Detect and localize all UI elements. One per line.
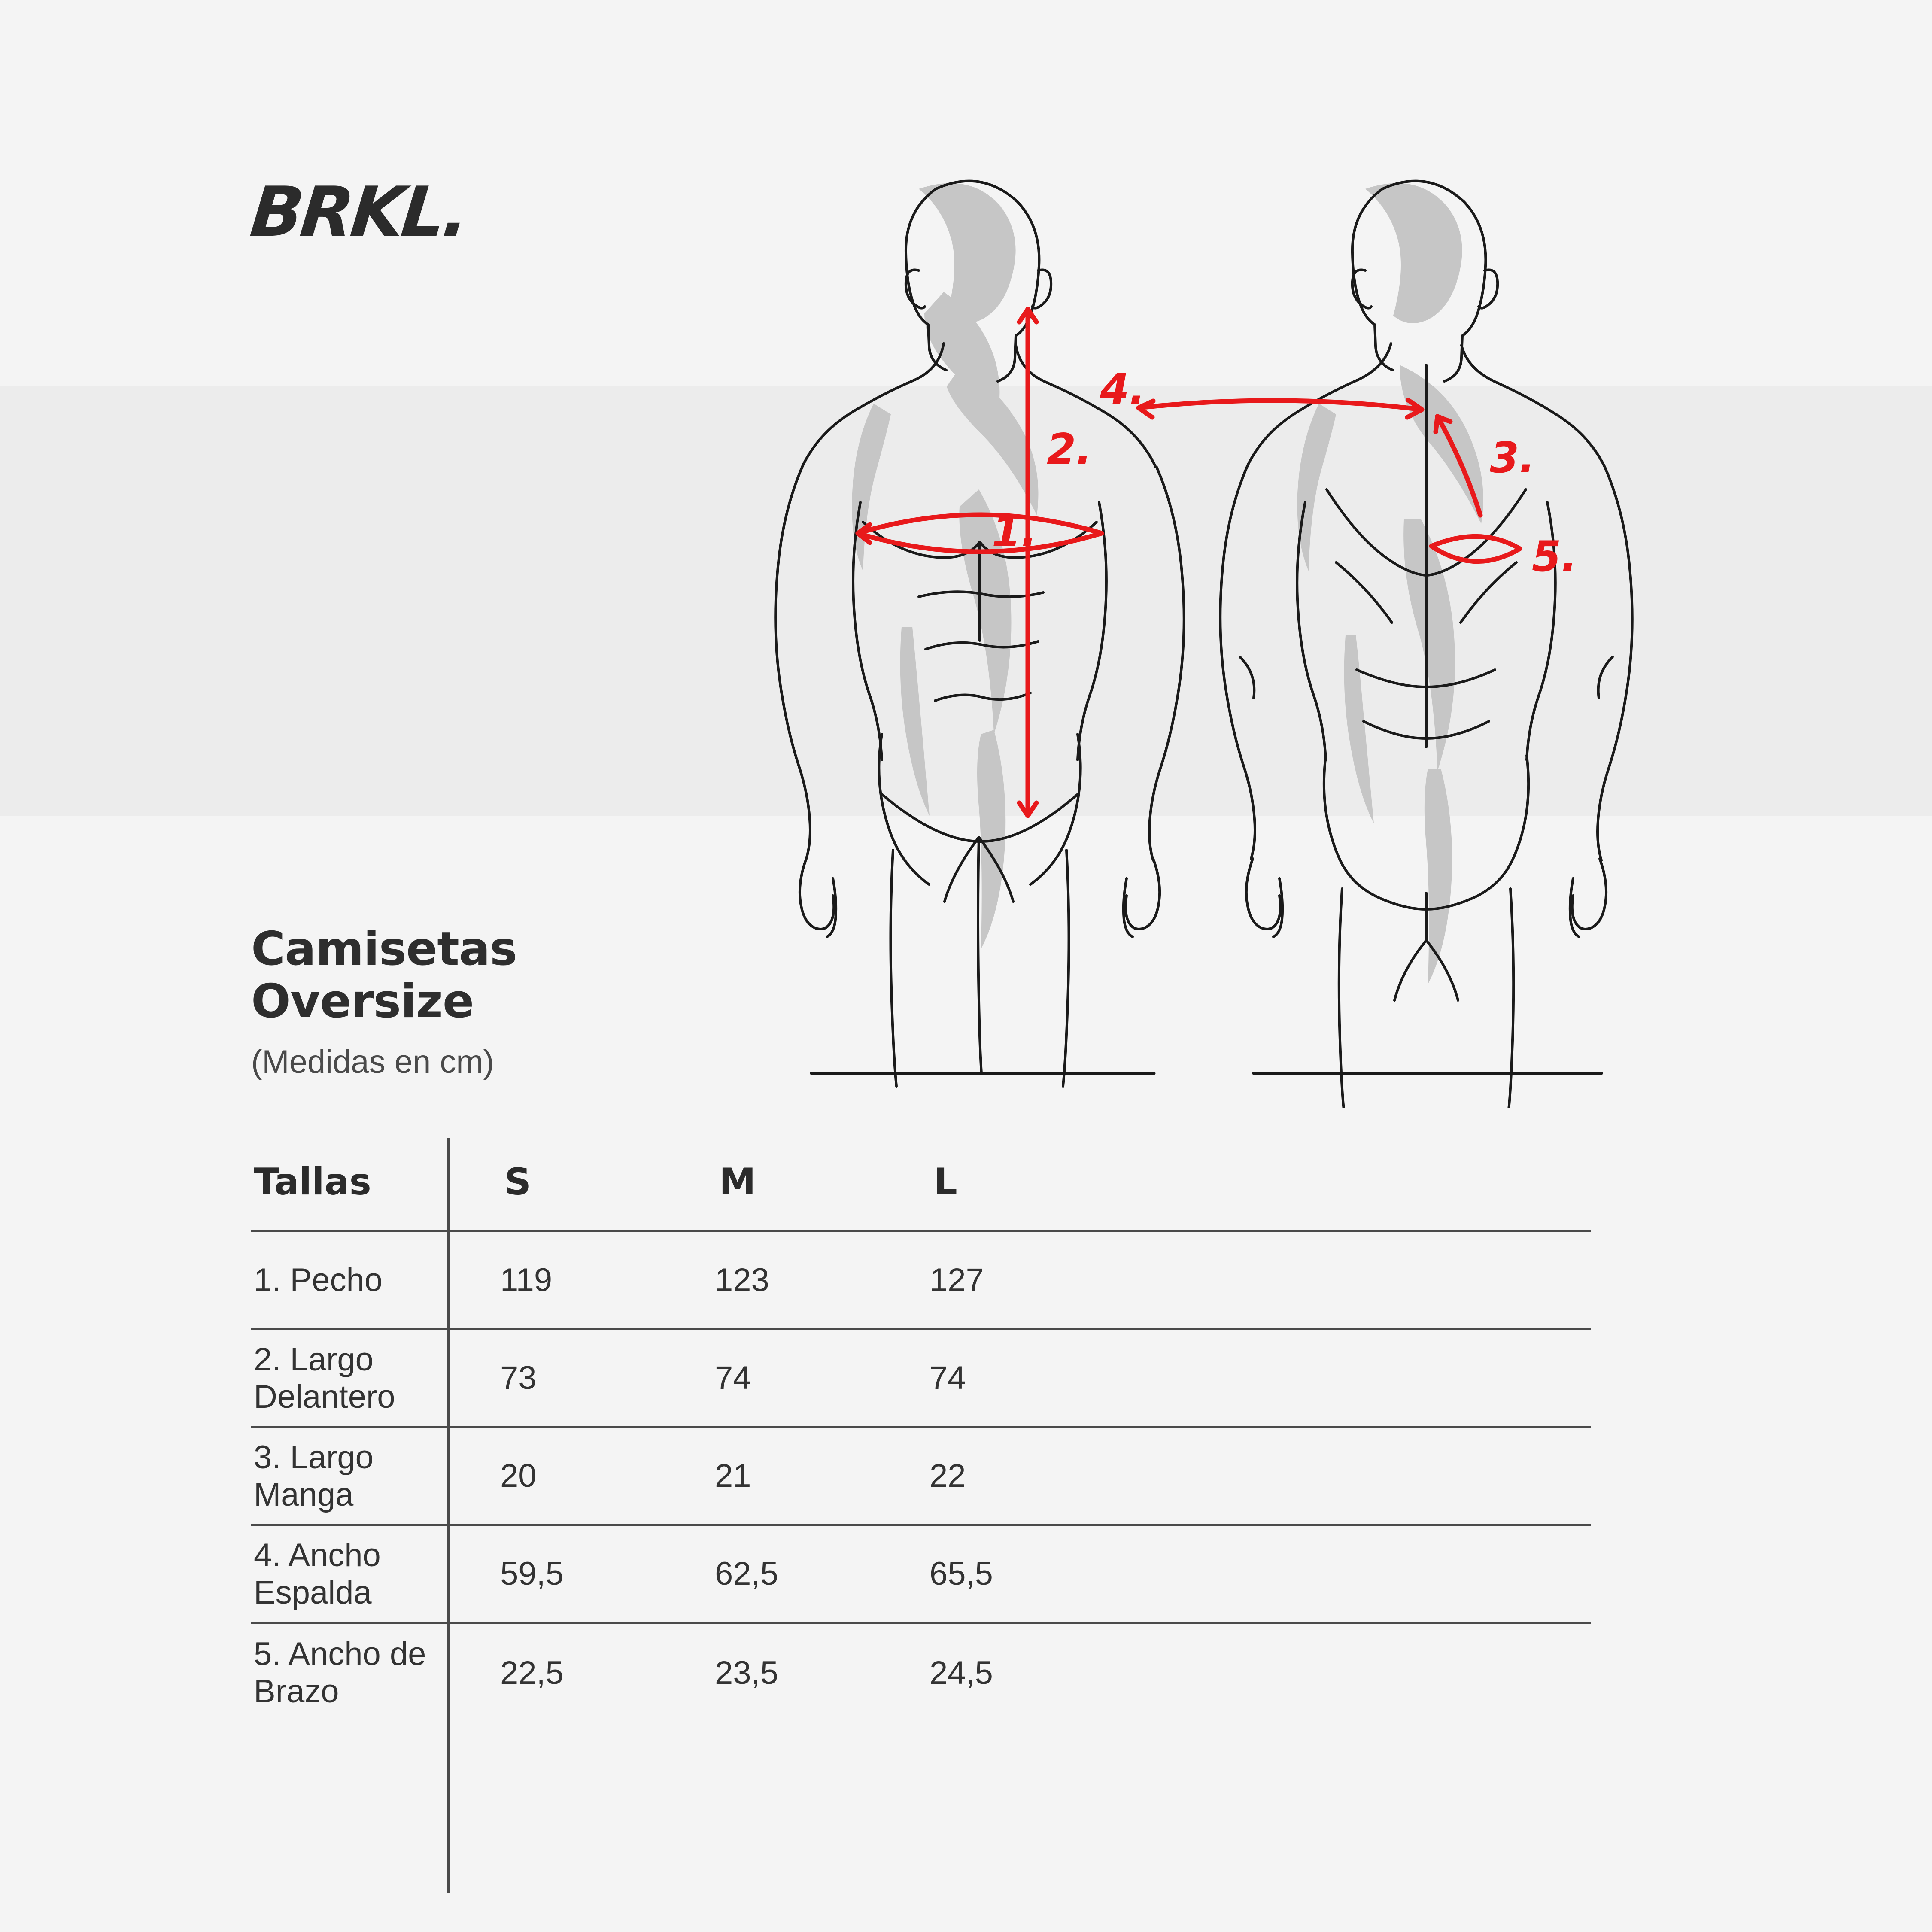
callout-5: 5. [1532,532,1577,581]
table-header-row [251,1133,1591,1232]
callout-1: 1. [992,507,1037,556]
measurement-diagram [678,163,1709,1108]
callout-2: 2. [1047,425,1092,474]
cell-ancho-espalda-l: 65,5 [930,1555,993,1592]
table-row [251,1624,1591,1722]
row-label-largo-manga: 3. Largo Manga [254,1439,374,1513]
cell-ancho-espalda-m: 62,5 [715,1555,778,1592]
row-label-ancho-de-brazo: 5. Ancho de Brazo [254,1636,426,1710]
cell-largo-manga-s: 20 [500,1458,537,1494]
cell-largo-manga-l: 22 [930,1458,966,1494]
brand-logo: BRKL. [247,172,471,252]
table-row [251,1526,1591,1624]
cell-largo-delantero-m: 74 [715,1360,751,1396]
back-body-illustration [1220,181,1632,1108]
table-header-size-l: L [934,1160,957,1203]
callout-4: 4. [1100,365,1145,414]
cell-largo-delantero-l: 74 [930,1360,966,1396]
cell-ancho-de-brazo-l: 24,5 [930,1654,993,1691]
table-row [251,1330,1591,1428]
table-row [251,1232,1591,1330]
cell-pecho-s: 119 [500,1262,553,1298]
cell-ancho-de-brazo-m: 23,5 [715,1654,778,1691]
row-label-largo-delantero: 2. Largo Delantero [254,1341,395,1415]
front-body-illustration [775,181,1184,1086]
cell-largo-manga-m: 21 [715,1458,751,1494]
row-label-pecho: 1. Pecho [254,1262,383,1298]
page-title-line2: Oversize [251,975,474,1029]
cell-ancho-de-brazo-s: 22,5 [500,1654,564,1691]
page-title [251,923,517,1028]
table-header-label: Tallas [254,1160,371,1203]
cell-pecho-l: 127 [930,1262,984,1298]
units-note: (Medidas en cm) [251,1044,494,1080]
page-title-line1: Camisetas [251,922,517,976]
table-header-size-m: M [719,1160,756,1203]
size-table [251,1133,1591,1722]
table-row [251,1428,1591,1526]
callout-3: 3. [1490,434,1535,483]
table-header-size-s: S [504,1160,531,1203]
cell-ancho-espalda-s: 59,5 [500,1555,564,1592]
row-label-ancho-espalda: 4. Ancho Espalda [254,1537,381,1611]
cell-pecho-m: 123 [715,1262,769,1298]
cell-largo-delantero-s: 73 [500,1360,537,1396]
